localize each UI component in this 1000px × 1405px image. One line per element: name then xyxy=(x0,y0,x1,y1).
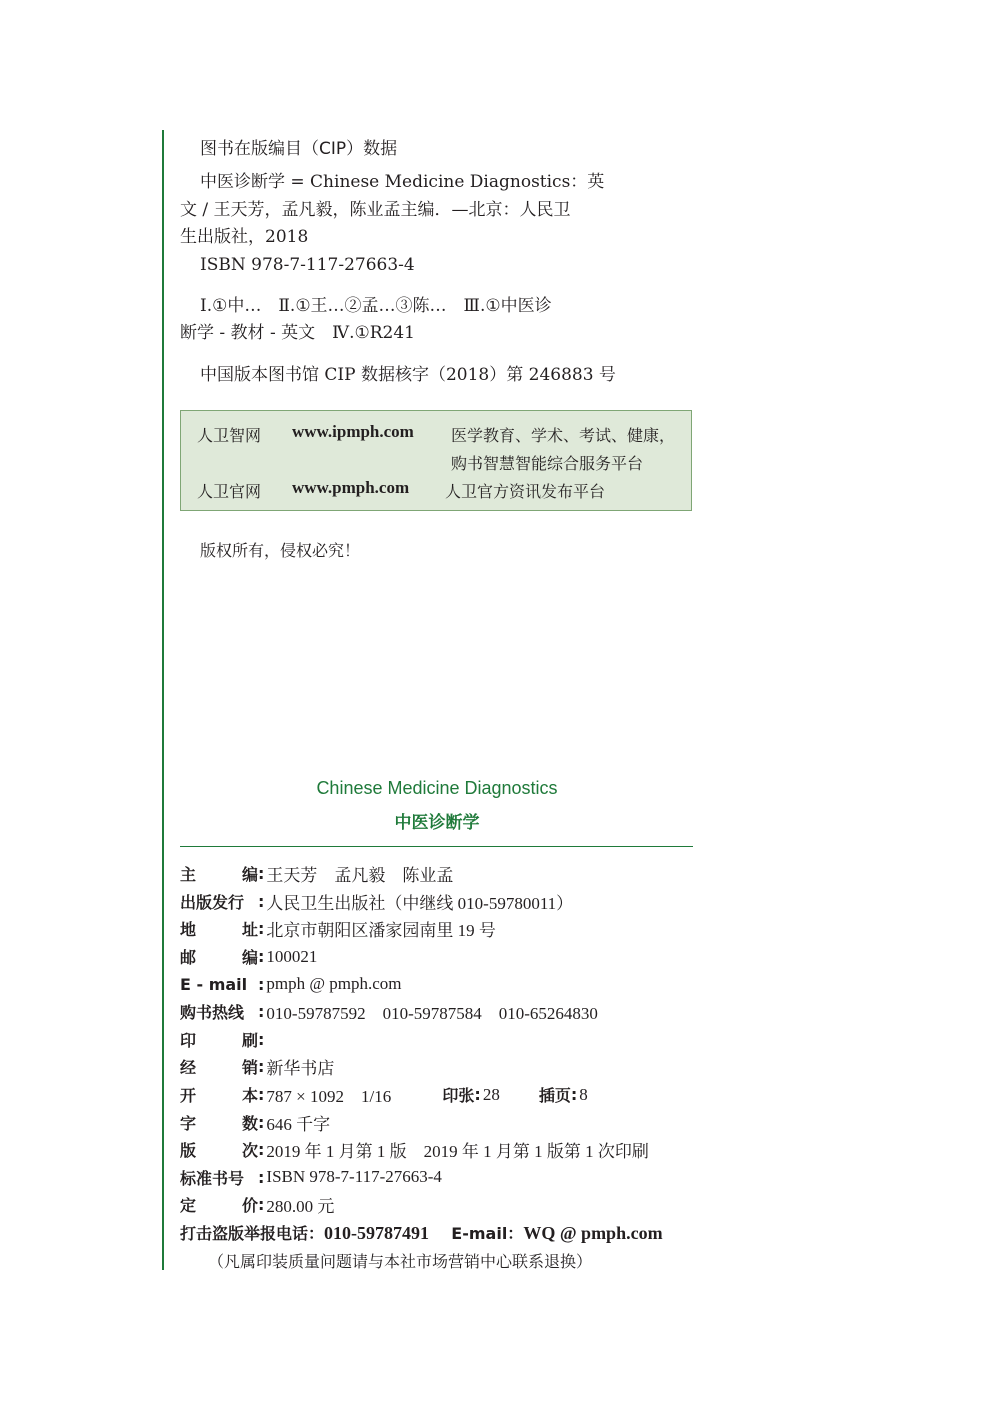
sheets-label: 印张 xyxy=(442,1086,475,1106)
info-row-hotline: 购书热线 : 010-59787592 010-59787584 010-65264830 xyxy=(180,998,649,1026)
inserts-label: 插页 xyxy=(538,1086,571,1106)
piracy-email-label: E-mail： xyxy=(451,1224,524,1243)
editor-value: 王天芳 孟凡毅 陈业孟 xyxy=(266,866,454,886)
edition-label: 版 次 xyxy=(180,1141,258,1161)
info-row-edition: 版 次 : 2019 年 1 月第 1 版 2019 年 1 月第 1 版第 1 次印刷 xyxy=(180,1136,649,1164)
cip-line-1: 中医诊断学 = Chinese Medicine Diagnostics：英 xyxy=(200,172,605,192)
info-row-isbn: 标准书号 : ISBN 978-7-117-27663-4 xyxy=(180,1167,442,1188)
anti-piracy-line xyxy=(180,1221,663,1244)
info-row-price: 定 价 : 280.00 元 xyxy=(180,1191,649,1219)
piracy-phone: 010-59787491 xyxy=(324,1223,430,1243)
isbn-value: ISBN 978-7-117-27663-4 xyxy=(266,1167,442,1187)
ipmph-desc-1: 医学教育、学术、考试、健康， xyxy=(451,426,676,445)
cip-title: 图书在版编目（CIP）数据 xyxy=(200,139,398,159)
quality-notice: （凡属印装质量问题请与本社市场营销中心联系退换） xyxy=(208,1252,593,1271)
ipmph-desc-2: 购书智慧智能综合服务平台 xyxy=(451,454,644,473)
info-row-email: E - mail : pmph @ pmph.com xyxy=(180,974,402,994)
cip-line-3: 生出版社，2018 xyxy=(180,227,309,247)
info-row-format: 开 本 : 787 × 1092 1/16 印张 : 28 插页 : 8 xyxy=(180,1081,649,1109)
print-label: 印 刷 xyxy=(180,1030,258,1050)
ipmph-name: 人卫智网 xyxy=(197,426,262,445)
price-value: 280.00 元 xyxy=(266,1197,335,1217)
info-row-publisher: 出版发行 : 人民卫生出版社（中继线 010-59780011） xyxy=(180,888,649,916)
info-row-distributor: 经 销 : 新华书店 xyxy=(180,1053,649,1081)
distributor-value: 新华书店 xyxy=(266,1059,335,1079)
info-row-editor: 主 编 : 王天芳 孟凡毅 陈业孟 xyxy=(180,860,649,888)
cip-line-2: 文 / 王天芳，孟凡毅，陈业孟主编．—北京：人民卫 xyxy=(180,200,571,220)
cip-classification-1: Ⅰ.①中… Ⅱ.①王…②孟…③陈… Ⅲ.①中医诊 xyxy=(200,296,552,316)
hotline-label: 购书热线 xyxy=(180,1003,245,1023)
words-label: 字 数 xyxy=(180,1113,258,1133)
words-value: 646 千字 xyxy=(266,1114,331,1134)
isbn-label: 标准书号 xyxy=(180,1168,245,1188)
email-value[interactable]: pmph @ pmph.com xyxy=(266,974,402,994)
publisher-label: 出版发行 xyxy=(180,892,245,912)
cip-record-number: 中国版本图书馆 CIP 数据核字（2018）第 246883 号 xyxy=(200,365,616,385)
address-value: 北京市朝阳区潘家园南里 19 号 xyxy=(266,921,496,941)
editor-label: 主 编 xyxy=(180,865,258,885)
edition-value: 2019 年 1 月第 1 版 2019 年 1 月第 1 版第 1 次印刷 xyxy=(266,1142,649,1162)
piracy-email[interactable]: WQ @ pmph.com xyxy=(523,1223,663,1243)
pmph-desc: 人卫官方资讯发布平台 xyxy=(445,482,606,501)
cip-classification-2: 断学 - 教材 - 英文 Ⅳ.①R241 xyxy=(180,323,415,343)
info-row-words: 字 数 : 646 千字 xyxy=(180,1108,649,1136)
format-value: 787 × 1092 1/16 xyxy=(266,1087,392,1107)
inserts-value: 8 xyxy=(579,1084,588,1104)
left-green-rule xyxy=(162,130,164,1270)
format-label: 开 本 xyxy=(180,1086,258,1106)
book-english-title: Chinese Medicine Diagnostics xyxy=(316,778,558,798)
title-divider xyxy=(180,846,693,847)
ipmph-url[interactable]: www.ipmph.com xyxy=(292,422,414,441)
postcode-value: 100021 xyxy=(266,946,318,966)
price-label: 定 价 xyxy=(180,1196,258,1216)
hotline-value: 010-59787592 010-59787584 010-65264830 xyxy=(266,1004,598,1024)
publication-info xyxy=(180,860,649,1219)
book-chinese-title: 中医诊断学 xyxy=(394,813,480,833)
distributor-label: 经 销 xyxy=(180,1058,258,1078)
piracy-label: 打击盗版举报电话： xyxy=(180,1224,325,1243)
postcode-label: 邮 编 xyxy=(180,948,258,968)
website-info-box xyxy=(180,410,692,511)
info-row-address: 地 址 : 北京市朝阳区潘家园南里 19 号 xyxy=(180,915,649,943)
cip-isbn: ISBN 978-7-117-27663-4 xyxy=(200,255,415,275)
pmph-name: 人卫官网 xyxy=(197,482,262,501)
info-row-print: 印 刷 : xyxy=(180,1029,265,1050)
email-label: E - mail xyxy=(180,974,248,994)
publisher-value: 人民卫生出版社（中继线 010-59780011） xyxy=(266,893,574,913)
copyright-notice: 版权所有，侵权必究！ xyxy=(200,541,361,560)
address-label: 地 址 xyxy=(180,920,258,940)
info-row-postcode: 邮 编 : 100021 xyxy=(180,946,318,968)
pmph-url[interactable]: www.pmph.com xyxy=(292,478,410,497)
sheets-value: 28 xyxy=(482,1084,500,1104)
